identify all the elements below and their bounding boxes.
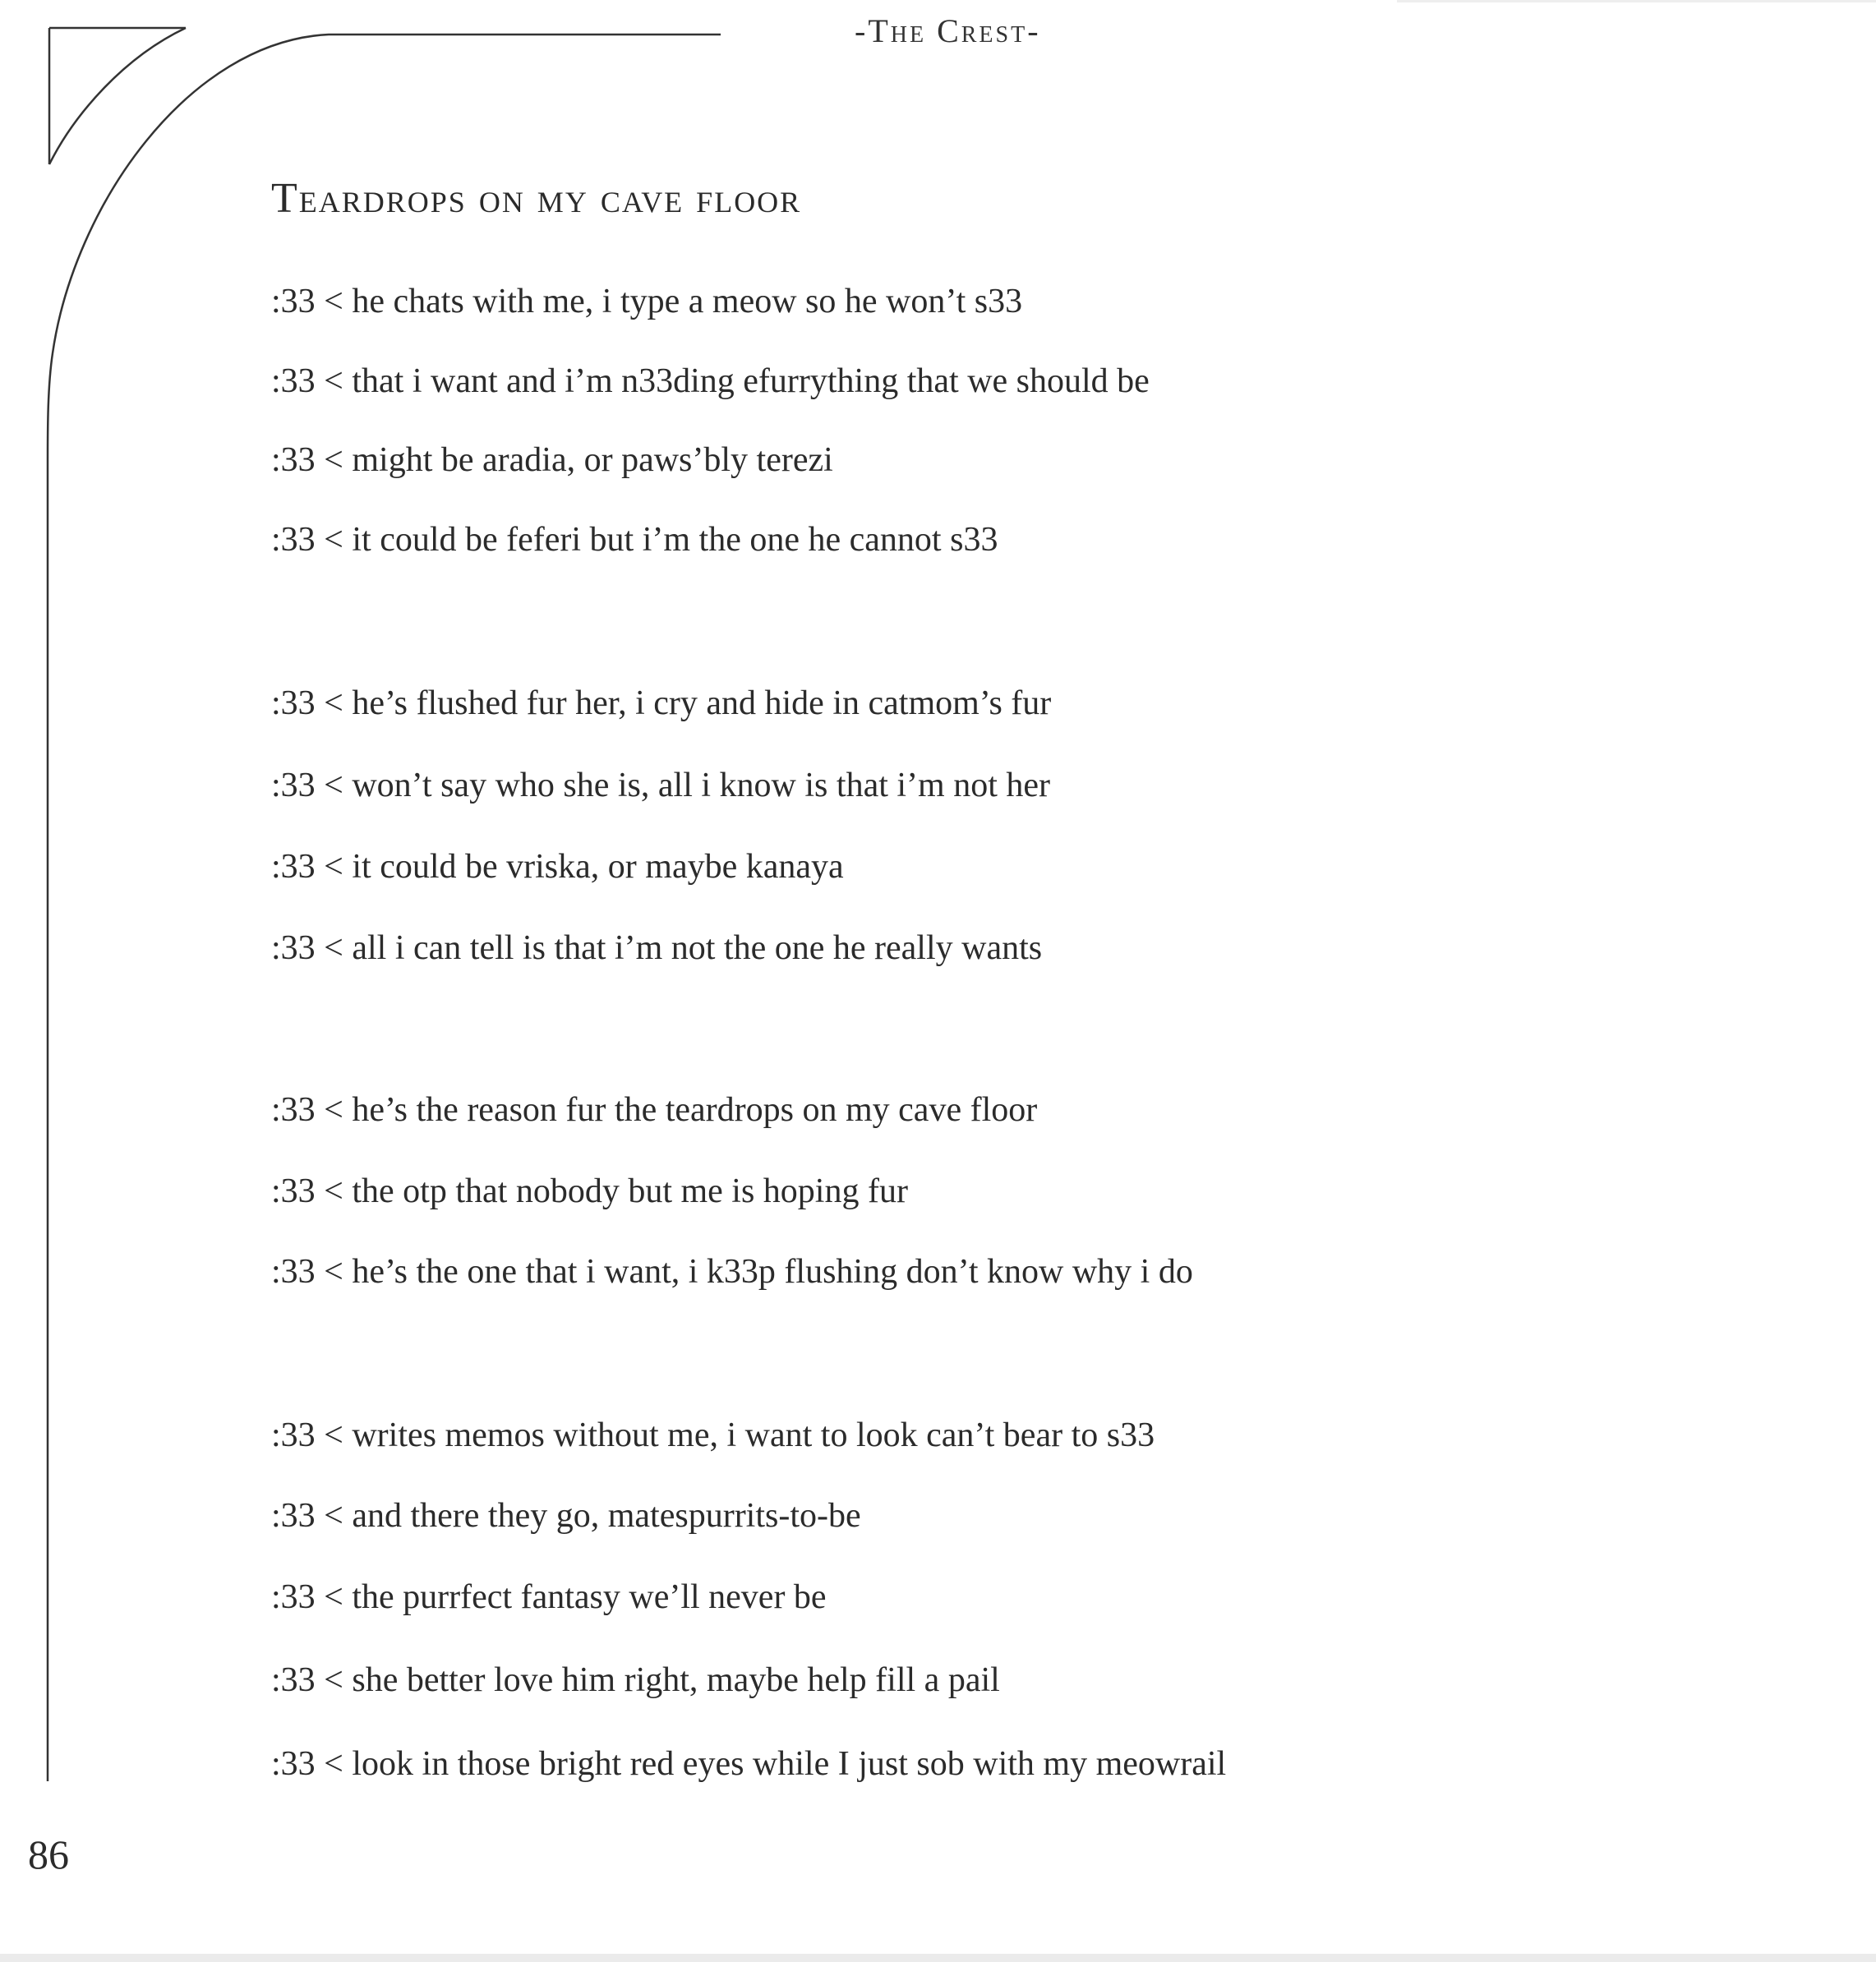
poem-line: :33 < he’s the reason fur the teardrops on my cave floor [271,1091,1038,1129]
poem-line: :33 < and there they go, matespurrits-to-be [271,1497,861,1535]
poem-line: :33 < all i can tell is that i’m not the one he really wants [271,929,1043,967]
poem-line: :33 < he’s the one that i want, i k33p flushing don’t know why i do [271,1253,1193,1291]
poem-line: :33 < the otp that nobody but me is hoping fur [271,1172,908,1210]
poem-line: :33 < might be aradia, or paws’bly terezi [271,441,833,479]
scan-edge-bottom [0,1954,1876,1962]
poem-line: :33 < won’t say who she is, all i know is that i’m not her [271,767,1050,804]
corner-triangle [49,28,186,164]
poem-line: :33 < he chats with me, i type a meow so he won’t s33 [271,283,1023,320]
poem-line: :33 < it could be vriska, or maybe kanaya [271,848,844,886]
poem-line: :33 < it could be feferi but i’m the one he cannot s33 [271,521,998,559]
running-header: -The Crest- [855,12,1041,49]
scan-edge-top [1397,0,1876,2]
poem-line: :33 < she better love him right, maybe help fill a pail [271,1661,1000,1699]
poem-line: :33 < he’s flushed fur her, i cry and hide in catmom’s fur [271,684,1052,722]
poem-line: :33 < writes memos without me, i want to look can’t bear to s33 [271,1416,1155,1454]
poem-line: :33 < look in those bright red eyes while I just sob with my meowrail [271,1745,1227,1783]
page-number: 86 [28,1831,69,1877]
poem-title: Teardrops on my cave floor [271,175,802,222]
poem-line: :33 < that i want and i’m n33ding efurrything that we should be [271,362,1150,400]
poem-line: :33 < the purrfect fantasy we’ll never be [271,1578,827,1616]
